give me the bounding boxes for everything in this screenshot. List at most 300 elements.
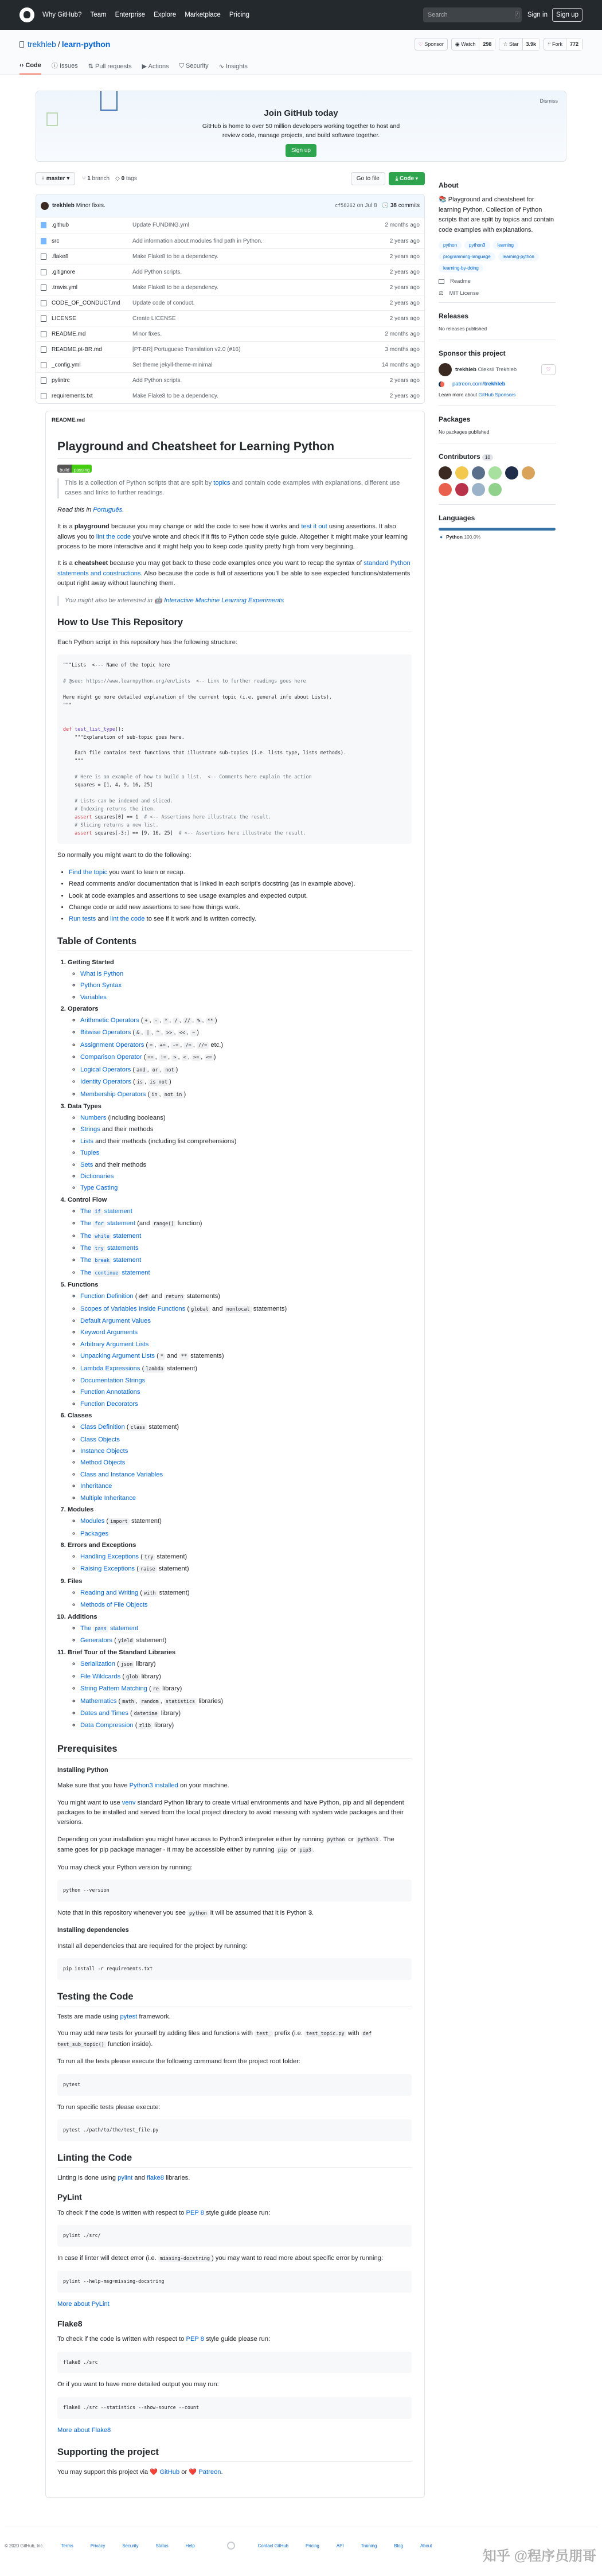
contributor-avatar[interactable]	[472, 466, 485, 480]
contributor-avatar[interactable]	[522, 466, 535, 480]
link[interactable]: Function Definition	[80, 1293, 134, 1300]
tab-code[interactable]: ‹› Code	[19, 62, 41, 75]
link[interactable]: More about PyLint	[57, 2301, 110, 2308]
text: and	[149, 1293, 164, 1300]
commit-message[interactable]: Add information about modules find path in Python.	[132, 237, 263, 244]
inline-code: //	[183, 1018, 192, 1024]
contributor-avatar[interactable]	[488, 466, 502, 480]
footer-api[interactable]: API	[336, 2543, 344, 2548]
file-icon	[41, 346, 46, 353]
link[interactable]: Variables	[80, 993, 107, 1001]
contributor-avatar[interactable]	[488, 483, 502, 496]
link[interactable]: Python Syntax	[80, 982, 122, 989]
tab-insights-label: Insights	[225, 63, 248, 70]
contributor-avatar[interactable]	[472, 483, 485, 496]
patreon-link[interactable]	[439, 381, 556, 387]
nav-enterprise[interactable]: Enterprise	[115, 11, 146, 18]
inline-code: statistics	[164, 1698, 197, 1705]
build-status-badge[interactable]	[57, 465, 92, 473]
file-name[interactable]: LICENSE	[52, 315, 76, 322]
text: (	[138, 1589, 143, 1596]
link[interactable]: test it out	[301, 523, 327, 531]
file-icon	[41, 269, 46, 275]
text: How to Use This Repository	[57, 617, 183, 628]
text: (	[104, 1518, 109, 1525]
topic-tag[interactable]: python	[439, 241, 462, 250]
branches-link[interactable]: ⑂ 1 branch	[82, 175, 110, 182]
file-row[interactable]	[36, 295, 424, 310]
file-name[interactable]: README.pt-BR.md	[52, 346, 102, 353]
link[interactable]: The	[80, 1232, 93, 1240]
link[interactable]: Logical Operators	[80, 1066, 131, 1073]
file-row[interactable]	[36, 388, 424, 403]
link[interactable]: statement	[108, 1624, 139, 1632]
link[interactable]: statement	[120, 1269, 150, 1276]
commit-message[interactable]: Minor fixes.	[76, 202, 105, 209]
code-line: flake8 ./src	[63, 2359, 98, 2365]
link[interactable]: Reading and Writing	[80, 1589, 139, 1596]
link[interactable]: Sets	[80, 1161, 93, 1168]
link[interactable]: Arithmetic Operators	[80, 1017, 139, 1024]
link[interactable]: topics	[213, 480, 230, 486]
sponsor-heart-button[interactable]: ♡	[541, 364, 556, 375]
watch-count[interactable]: 298	[479, 38, 495, 50]
link[interactable]: Raising Exceptions	[80, 1565, 135, 1573]
inline-code-link[interactable]: if	[93, 1209, 102, 1215]
branches-count: 1	[87, 175, 91, 182]
toc-item	[80, 1658, 412, 1670]
link[interactable]: pylint	[118, 2174, 133, 2181]
footer-status[interactable]: Status	[155, 2543, 169, 2548]
topic-tag[interactable]: learning-by-doing	[439, 264, 483, 272]
link[interactable]: Assignment Operators	[80, 1041, 144, 1049]
text: .	[312, 1846, 315, 1854]
link[interactable]: lint the code	[96, 533, 131, 540]
file-name[interactable]: .github	[52, 222, 69, 228]
commit-message[interactable]: Update FUNDING.yml	[132, 222, 189, 228]
file-name[interactable]: src	[52, 237, 60, 244]
file-name[interactable]: .flake8	[52, 253, 69, 260]
fork-button[interactable]	[544, 38, 583, 50]
dismiss-button[interactable]: Dismiss	[540, 98, 558, 104]
fork-label: Fork	[552, 41, 562, 47]
text: and	[96, 915, 111, 923]
about-title: About	[439, 181, 459, 189]
footer-about[interactable]: About	[420, 2543, 432, 2548]
commit-message[interactable]: Add Python scripts.	[132, 377, 182, 384]
license-link[interactable]	[439, 290, 556, 297]
link[interactable]: String Pattern Matching	[80, 1685, 147, 1693]
link[interactable]: The	[80, 1244, 93, 1252]
link[interactable]: Python3 installed	[129, 1782, 178, 1790]
text: or ❤️	[179, 2469, 199, 2476]
inline-code: >	[171, 1054, 178, 1061]
code-line	[63, 821, 406, 829]
link[interactable]: File Wildcards	[80, 1673, 121, 1680]
readme-heading	[57, 2319, 412, 2329]
link[interactable]: Multiple Inheritance	[80, 1494, 136, 1502]
link[interactable]: lint the code	[110, 915, 145, 923]
releases-title[interactable]: Releases	[439, 312, 469, 320]
link[interactable]: Documentation Strings	[80, 1377, 146, 1385]
file-row[interactable]	[36, 357, 424, 372]
file-name[interactable]: requirements.txt	[52, 392, 93, 399]
footer-blog[interactable]: Blog	[394, 2543, 403, 2548]
badge-wrap	[57, 465, 412, 478]
inline-code-link[interactable]: while	[93, 1233, 111, 1240]
link[interactable]: Method Objects	[80, 1459, 126, 1467]
contributor-avatar[interactable]	[439, 466, 452, 480]
inline-code: is not	[148, 1079, 169, 1086]
file-name[interactable]: README.md	[52, 330, 86, 337]
sponsor-avatar[interactable]	[439, 363, 452, 376]
text: statements)	[185, 1293, 221, 1300]
code-download-button[interactable]: ⤓ Code ▾	[389, 172, 425, 185]
footer-security[interactable]: Security	[122, 2543, 139, 2548]
link[interactable]: Class Objects	[80, 1436, 120, 1443]
toc-section-title: Data Types	[68, 1102, 101, 1110]
toc-section-title: Functions	[68, 1281, 99, 1289]
commit-message[interactable]: Set theme jekyll-theme-minimal	[132, 361, 213, 368]
text: Look at code examples and assertions to see usage examples and expected output.	[69, 892, 308, 899]
text: Make sure that you have	[57, 1782, 130, 1790]
topic-tag[interactable]: learning-python	[498, 252, 539, 261]
file-row[interactable]	[36, 233, 424, 248]
link[interactable]: Generators	[80, 1636, 112, 1644]
tags-count: 0	[121, 175, 125, 182]
star-icon: ☆	[503, 41, 508, 47]
repo-owner-link[interactable]: trekhleb	[28, 40, 56, 49]
eye-icon: ◉	[455, 41, 460, 47]
tab-insights[interactable]: ∿ Insights	[218, 63, 248, 70]
link[interactable]: Comparison Operator	[80, 1054, 142, 1061]
commit-message[interactable]: Make Flake8 to be a dependency.	[132, 284, 218, 291]
sponsor-username[interactable]: trekhleb	[455, 367, 476, 373]
contributor-avatar[interactable]	[455, 466, 468, 480]
watch-button[interactable]	[451, 38, 496, 50]
inline-code-link[interactable]: pass	[93, 1626, 108, 1632]
sign-up-button[interactable]: Sign up	[552, 8, 583, 22]
tab-actions[interactable]: ▶ Actions	[142, 63, 169, 70]
link[interactable]: Find the topic	[69, 868, 108, 876]
languages-title: Languages	[439, 514, 475, 522]
toc-item	[80, 1683, 412, 1695]
banner-sign-up-button[interactable]: Sign up	[286, 144, 316, 157]
tags-link[interactable]: ◇ 0 tags	[115, 175, 137, 182]
link[interactable]: The	[80, 1624, 93, 1632]
toc-item	[80, 1398, 412, 1410]
releases-text: No releases published	[439, 326, 487, 332]
repo-name-link[interactable]: learn-python	[61, 40, 111, 49]
file-row[interactable]	[36, 264, 424, 279]
link[interactable]: Class and Instance Variables	[80, 1471, 163, 1478]
commit-author[interactable]: trekhleb	[52, 202, 75, 209]
toc-item	[80, 1242, 412, 1254]
contributors-label: Contributors	[439, 453, 480, 461]
contributors-title[interactable]	[439, 453, 556, 461]
link[interactable]: statement	[102, 1207, 132, 1215]
link[interactable]: The	[80, 1207, 93, 1215]
link[interactable]: Dates and Times	[80, 1709, 128, 1717]
sidebar	[439, 171, 556, 2498]
toc-item	[80, 1124, 412, 1135]
link[interactable]: Handling Exceptions	[80, 1553, 139, 1560]
commit-message[interactable]: Make Flake8 to be a dependency.	[132, 253, 218, 260]
commit-message[interactable]: Make Flake8 to be a dependency.	[132, 392, 218, 399]
text: ,	[154, 1041, 158, 1049]
text: ) you may want to read more about specific error by running:	[211, 2255, 384, 2262]
topic-tag[interactable]: programming-language	[439, 252, 495, 261]
link[interactable]: Function Annotations	[80, 1389, 140, 1396]
link[interactable]: Bitwise Operators	[80, 1029, 131, 1036]
github-sponsors-link[interactable]: GitHub Sponsors	[478, 392, 516, 397]
inline-code-link[interactable]: break	[93, 1257, 111, 1264]
inline-code: >=	[191, 1054, 201, 1061]
code-keyword: assert	[75, 829, 92, 836]
link[interactable]: Tuples	[80, 1149, 100, 1157]
file-row[interactable]	[36, 310, 424, 326]
footer-help[interactable]: Help	[185, 2543, 195, 2548]
topic-tag[interactable]: python3	[464, 241, 490, 250]
contributor-avatar[interactable]	[505, 466, 518, 480]
commits-link[interactable]: 🕓 38 commits	[381, 202, 420, 209]
link[interactable]: More about Flake8	[57, 2426, 111, 2434]
file-row[interactable]	[36, 279, 424, 295]
link[interactable]: Arbitrary Argument Lists	[80, 1340, 149, 1348]
inline-code: <	[182, 1054, 188, 1061]
nav-marketplace[interactable]: Marketplace	[185, 11, 221, 18]
link[interactable]: Serialization	[80, 1661, 115, 1668]
toc-item	[80, 1171, 412, 1182]
file-row[interactable]	[36, 217, 424, 233]
link[interactable]: Membership Operators	[80, 1090, 146, 1098]
text: (	[139, 1017, 143, 1024]
link[interactable]: statement	[111, 1257, 142, 1264]
link[interactable]: standard Python statements and constructions	[57, 560, 411, 577]
commit-message[interactable]: Minor fixes.	[132, 330, 162, 337]
link[interactable]: Lambda Expressions	[80, 1365, 140, 1372]
link[interactable]: Class Definition	[80, 1424, 125, 1431]
nav-explore[interactable]: Explore	[154, 11, 177, 18]
text: library)	[134, 1661, 156, 1668]
tab-pull-requests[interactable]: ⇅ Pull requests	[88, 63, 132, 70]
link[interactable]: Strings	[80, 1126, 100, 1133]
join-github-banner	[36, 91, 566, 162]
link[interactable]: Numbers	[80, 1114, 107, 1121]
file-name[interactable]: _config.yml	[52, 361, 81, 368]
file-row[interactable]	[36, 372, 424, 388]
contributor-avatar[interactable]	[455, 483, 468, 496]
footer-training[interactable]: Training	[361, 2543, 377, 2548]
link[interactable]: What is Python	[80, 970, 124, 977]
link[interactable]: Instance Objects	[80, 1448, 128, 1455]
tab-issues-label: Issues	[59, 63, 78, 69]
code-line	[63, 677, 406, 685]
inline-code: and	[135, 1067, 147, 1074]
link[interactable]: pytest	[120, 2013, 138, 2021]
file-name[interactable]: CODE_OF_CONDUCT.md	[52, 299, 120, 306]
github-logo-icon[interactable]	[19, 7, 34, 22]
inline-code: def test_sub_topic()	[57, 2031, 372, 2048]
readme-paragraph	[57, 2012, 412, 2022]
link[interactable]: Patreon	[198, 2469, 221, 2476]
toc-item	[80, 1327, 412, 1338]
contributor-avatar[interactable]	[439, 483, 452, 496]
link[interactable]: Type Casting	[80, 1184, 118, 1192]
italic-text: Read this in	[57, 506, 93, 513]
readme-paragraph	[57, 2208, 412, 2218]
toc-item	[80, 1528, 412, 1540]
tab-issues[interactable]: ⓘ Issues	[51, 63, 78, 69]
file-name[interactable]: .travis.yml	[52, 284, 77, 291]
footer-privacy[interactable]: Privacy	[90, 2543, 105, 2548]
inline-code-link[interactable]: for	[93, 1221, 105, 1227]
file-row[interactable]	[36, 341, 424, 357]
learn-more-text: Learn more about	[439, 392, 479, 397]
inline-code: or	[151, 1067, 160, 1074]
file-name[interactable]: pylintrc	[52, 377, 70, 384]
link[interactable]: statement	[111, 1232, 142, 1240]
banner-text: GitHub is home to over 50 million developers working together to host and review code, manage projects, and build software together.	[202, 123, 400, 139]
topic-tag[interactable]: learning	[493, 241, 518, 250]
link[interactable]: Data Compression	[80, 1722, 134, 1729]
nav-pricing[interactable]: Pricing	[229, 11, 250, 18]
link[interactable]: Keyword Arguments	[80, 1329, 138, 1336]
link[interactable]: Run tests	[69, 915, 96, 923]
link[interactable]: PEP 8	[186, 2209, 204, 2216]
link[interactable]: Inheritance	[80, 1483, 112, 1490]
link[interactable]: statements	[105, 1244, 139, 1252]
text: on your machine.	[178, 1782, 229, 1790]
footer-pricing[interactable]: Pricing	[306, 2543, 319, 2548]
nav-team[interactable]: Team	[90, 11, 107, 18]
link[interactable]: venv	[122, 1799, 136, 1806]
link[interactable]: Function Decorators	[80, 1400, 138, 1408]
list-item	[69, 903, 412, 913]
footer-terms[interactable]: Terms	[61, 2543, 73, 2548]
language-dot-icon: ●	[440, 534, 443, 540]
text: library)	[159, 1709, 181, 1717]
text: ,	[193, 1041, 197, 1049]
star-button[interactable]	[499, 38, 540, 50]
tab-code-label: Code	[25, 62, 41, 69]
go-to-file-button[interactable]: Go to file	[351, 172, 385, 185]
readme-link[interactable]	[439, 278, 556, 285]
banner-decoration	[46, 112, 58, 126]
branch-select[interactable]: ⑂ master ▾	[36, 172, 75, 185]
commit-message[interactable]: Create LICENSE	[132, 315, 176, 322]
law-icon: ⚖	[439, 290, 444, 297]
link[interactable]: statement	[105, 1220, 135, 1227]
text: because you may change or add the code to see how it works and	[109, 523, 302, 531]
inline-code-link[interactable]: continue	[93, 1270, 120, 1277]
file-row[interactable]	[36, 326, 424, 341]
link[interactable]: flake8	[147, 2174, 164, 2181]
avatar[interactable]	[41, 202, 49, 210]
inline-code: &	[135, 1030, 141, 1036]
commit-message[interactable]: [PT-BR] Portuguese Translation v2.0 (#16)	[132, 346, 241, 353]
readme-paragraph	[57, 1908, 412, 1919]
text: you want to learn or recap.	[107, 868, 185, 876]
toc-section	[68, 1003, 412, 1101]
tab-security[interactable]: ⛉ Security	[179, 63, 209, 69]
link[interactable]: Scopes of Variables Inside Functions	[80, 1305, 186, 1312]
readme-paragraph	[57, 1835, 412, 1856]
inline-code: /	[173, 1018, 179, 1024]
inline-code: +	[143, 1018, 149, 1024]
branch-bar	[36, 171, 425, 186]
toc-sublist	[80, 1112, 412, 1194]
text: (	[120, 1673, 125, 1680]
link[interactable]: Default Argument Values	[80, 1318, 151, 1324]
text: It is a	[57, 523, 75, 531]
commit-sha[interactable]: cf58262	[334, 202, 355, 209]
link[interactable]: Packages	[80, 1530, 109, 1537]
text: . Also because the code is full of assertions you'll be able to see expected functions/statements output right away without launching them.	[57, 570, 411, 587]
search-input[interactable]	[423, 7, 522, 22]
text: (	[147, 1685, 151, 1693]
nav-why-github[interactable]: Why GitHub?	[42, 11, 82, 18]
commit-date: 2 years ago	[389, 237, 420, 244]
commit-message[interactable]: Update code of conduct.	[132, 299, 195, 306]
link[interactable]: Dictionaries	[80, 1172, 114, 1180]
text: )	[183, 1090, 186, 1098]
readme-paragraph	[57, 851, 412, 860]
toc-item	[80, 1563, 412, 1575]
file-name[interactable]: .gitignore	[52, 268, 76, 275]
link[interactable]: Interactive Machine Learning Experiments	[164, 597, 284, 604]
star-count[interactable]: 3.9k	[522, 38, 540, 50]
file-row[interactable]	[36, 248, 424, 264]
link[interactable]: Mathematics	[80, 1697, 117, 1705]
readme-heading	[57, 1743, 412, 1759]
inline-code-link[interactable]: try	[93, 1245, 105, 1252]
inline-code: class	[129, 1424, 147, 1431]
text: Flake8	[57, 2318, 83, 2328]
link[interactable]: Methods of File Objects	[80, 1601, 148, 1609]
code-button-label: Code	[400, 175, 415, 182]
toc-section-title: Control Flow	[68, 1196, 107, 1203]
text: it will be assumed that it is Python	[208, 1909, 308, 1916]
link[interactable]: PEP 8	[186, 2336, 204, 2343]
link[interactable]: Modules	[80, 1518, 105, 1525]
language-name[interactable]: Python	[446, 534, 463, 540]
link[interactable]: GitHub	[159, 2469, 180, 2476]
text: to see if it work and is written correctly.	[144, 915, 256, 923]
inline-code: def	[138, 1293, 150, 1300]
link[interactable]: Português	[93, 506, 123, 513]
toc-sublist	[80, 1291, 412, 1410]
link[interactable]: Lists	[80, 1137, 94, 1145]
sign-in-link[interactable]: Sign in	[527, 11, 548, 18]
link[interactable]: Unpacking Argument Lists	[80, 1353, 155, 1360]
packages-title[interactable]: Packages	[439, 415, 471, 423]
text: ,	[179, 1017, 183, 1024]
footer-contact[interactable]: Contact GitHub	[257, 2543, 289, 2548]
github-footer-logo-icon[interactable]	[227, 2542, 235, 2550]
link[interactable]: The	[80, 1269, 93, 1276]
link[interactable]: The	[80, 1220, 93, 1227]
toc-item	[80, 1469, 412, 1480]
link[interactable]: Identity Operators	[80, 1078, 131, 1086]
code-keyword: def	[63, 726, 72, 732]
fork-count[interactable]: 772	[566, 38, 582, 50]
commit-message[interactable]: Add Python scripts.	[132, 268, 182, 275]
link[interactable]: The	[80, 1257, 93, 1264]
sponsor-button[interactable]	[415, 38, 448, 50]
text: ,	[159, 1066, 164, 1073]
readme-paragraph	[57, 522, 412, 552]
